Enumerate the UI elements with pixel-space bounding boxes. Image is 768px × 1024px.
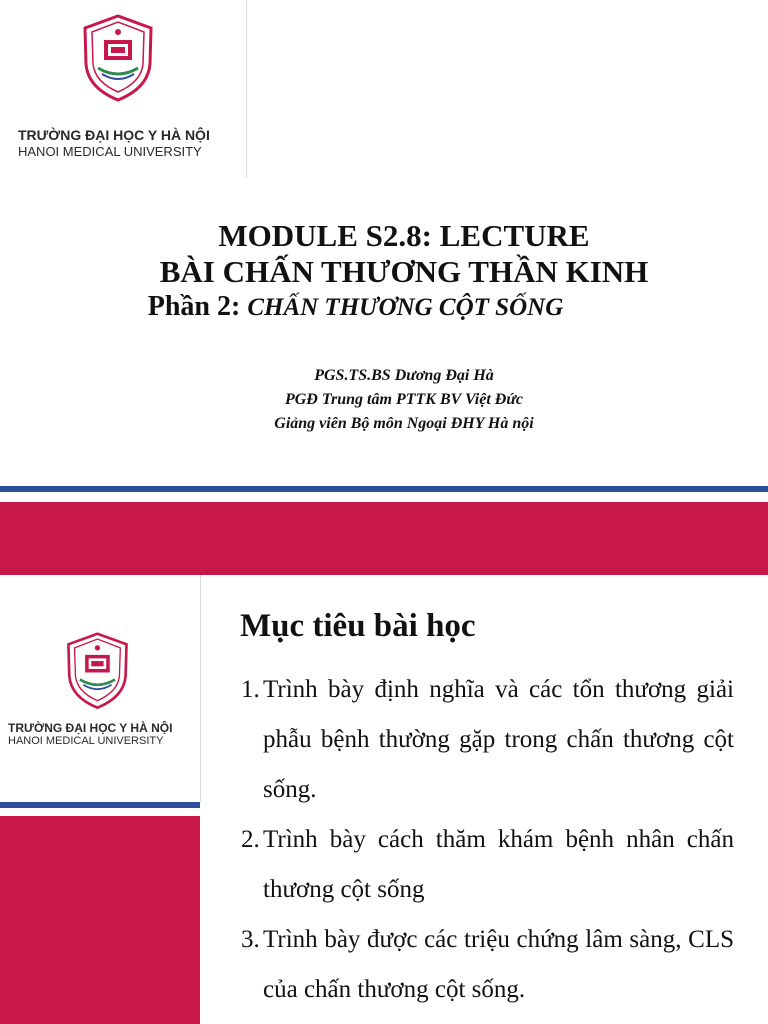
- item-text: Trình bày được các triệu chứng lâm sàng, CLS của chấn thương cột sống.: [263, 926, 734, 1003]
- university-logo: [18, 12, 218, 159]
- author-block: [0, 364, 768, 436]
- objectives-list: [241, 665, 734, 1015]
- logo-line2: HANOI MEDICAL UNIVERSITY: [18, 144, 202, 159]
- slide-title: [0, 218, 768, 325]
- title-line2: BÀI CHẤN THƯƠNG THẦN KINH: [159, 254, 649, 289]
- university-crest-icon: [8, 630, 198, 710]
- title-line3: [0, 290, 768, 325]
- title-line1: MODULE S2.8: LECTURE: [218, 218, 590, 253]
- author-position: PGĐ Trung tâm PTTK BV Việt Đức: [284, 391, 524, 408]
- logo-line2: HANOI MEDICAL UNIVERSITY: [8, 735, 164, 747]
- logo-line1: TRƯỜNG ĐẠI HỌC Y HÀ NỘI: [8, 721, 173, 735]
- author-affiliation: Giảng viên Bộ môn Ngoại ĐHY Hà nội: [274, 415, 534, 432]
- author-name: PGS.TS.BS Dương Đại Hà: [314, 367, 494, 384]
- list-item: [241, 665, 734, 815]
- university-logo-small: [8, 630, 198, 747]
- sidebar-blue-stripe: [0, 802, 200, 808]
- item-text: Trình bày cách thăm khám bệnh nhân chấn thương cột sống: [263, 826, 734, 903]
- list-item: [241, 915, 734, 1015]
- vertical-divider: [200, 575, 201, 802]
- list-item: [241, 815, 734, 915]
- sidebar-red-panel: [0, 816, 200, 1024]
- vertical-divider: [246, 0, 247, 178]
- objectives-slide: [0, 575, 768, 1024]
- item-text: Trình bày định nghĩa và các tổn thương giải phẫu bệnh thường gặp trong chấn thương cột sống.: [263, 676, 734, 803]
- item-number: 1.: [241, 676, 260, 703]
- logo-line1: TRƯỜNG ĐẠI HỌC Y HÀ NỘI: [18, 127, 210, 143]
- slide-title: Mục tiêu bài học: [240, 608, 476, 644]
- footer-blue-stripe: [0, 486, 768, 492]
- title-line3-prefix: Phần 2:: [147, 291, 248, 322]
- university-crest-icon: [18, 12, 218, 102]
- title-line3-italic: CHẤN THƯƠNG CỘT SỐNG: [247, 294, 564, 321]
- item-number: 2.: [241, 826, 260, 853]
- footer-red-band: [0, 502, 768, 575]
- item-number: 3.: [241, 926, 260, 953]
